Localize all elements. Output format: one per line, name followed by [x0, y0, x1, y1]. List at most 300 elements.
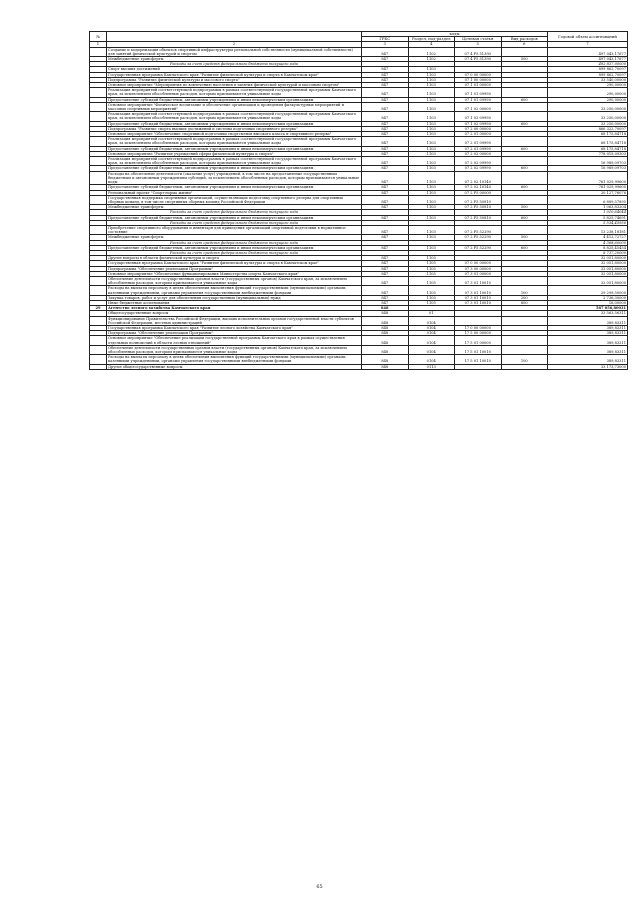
row-grbs: 847 — [362, 126, 409, 131]
row-target-article: 07 1 02 09990 — [455, 112, 502, 121]
row-expense-type: 800 — [501, 300, 548, 305]
row-razdel: 1105 — [408, 266, 455, 271]
table-row — [90, 225, 628, 234]
row-number: 29 — [90, 306, 107, 311]
row-name: Региональный проект "Спорт-норма жизни" — [107, 190, 362, 195]
row-amount: 8 825,45454 — [548, 245, 628, 250]
header-no: № — [90, 32, 107, 42]
header-name — [107, 32, 362, 42]
row-grbs: 847 — [362, 300, 409, 305]
row-name: Обеспечение деятельности государственных органов власти (государственных органов) Камчатского края, за исключением обособленных расходов, которым присваиваются уникальные коды — [107, 276, 362, 285]
row-target-article: 07 2 02 10140 — [455, 185, 502, 190]
row-grbs: 847 — [362, 235, 409, 240]
table-row — [90, 195, 628, 204]
row-target-article: 07 1 02 00000 — [455, 102, 502, 111]
row-grbs: 847 — [362, 195, 409, 204]
row-amount: 497 043,17677 — [548, 57, 628, 62]
row-amount: 4 412,72727 — [548, 235, 628, 240]
row-name: Другие вопросы в области физической культуры и спорта — [107, 256, 362, 261]
row-target-article: 07 2 00 00000 — [455, 126, 502, 131]
table-row — [90, 88, 628, 97]
row-grbs: 847 — [362, 72, 409, 77]
row-grbs: 847 — [362, 245, 409, 250]
row-expense-type — [501, 316, 548, 325]
row-target-article: 07 3 01 10010 — [455, 286, 502, 295]
row-expense-type — [501, 336, 548, 345]
row-name: Реализация мероприятий соответствующей подпрограммы в рамках соответствующей государственной программы Камчатского края, за исключением обособленных расходов, которым присваиваются уникальные коды — [107, 88, 362, 97]
header-sum: Годовой объем ассигнований — [548, 32, 628, 42]
table-row — [90, 171, 628, 185]
row-grbs: 848 — [362, 355, 409, 364]
row-name: Государственная программа Камчатского края "Развитие лесного хозяйства Камчатского края" — [107, 325, 362, 330]
row-number — [90, 88, 107, 97]
header-grbs: ГРБС — [362, 37, 409, 42]
row-grbs: 847 — [362, 276, 409, 285]
row-number — [90, 102, 107, 111]
row-name: Спорт высших достижений — [107, 67, 362, 72]
row-target-article: 07 3 01 10010 — [455, 276, 502, 285]
row-target-article: 07 1 02 09990 — [455, 121, 502, 126]
row-amount: 1 063,83204 — [548, 205, 628, 210]
row-expense-type: 600 — [501, 121, 548, 126]
row-target-article: 07 3 01 10010 — [455, 295, 502, 300]
row-razdel: 1105 — [408, 256, 455, 261]
row-razdel: 01 — [408, 311, 455, 316]
row-target-article: 07 2 P5 52290 — [455, 235, 502, 240]
row-expense-type — [501, 47, 548, 56]
row-razdel: 1103 — [408, 132, 455, 137]
row-expense-type — [501, 195, 548, 204]
row-number — [90, 171, 107, 185]
row-expense-type: 200 — [501, 295, 548, 300]
row-target-article: 07 2 01 00000 — [455, 132, 502, 137]
row-number — [90, 355, 107, 364]
row-grbs: 847 — [362, 205, 409, 210]
row-name: Расходы на обеспечение деятельности (оказание услуг) учреждений, в том числе на предоставление государственным бюджетным и автономным учреждениям субсидий, за исключением обособленных расходов, которым присваиваются уникальные коды — [107, 171, 362, 185]
row-razdel: 1103 — [408, 185, 455, 190]
row-amount: 33 540,00000 — [548, 77, 628, 82]
row-razdel: 1103 — [408, 245, 455, 250]
row-amount: 761 029,99600 — [548, 171, 628, 185]
row-name: Подпрограмма "Обеспечение реализации Программы" — [107, 331, 362, 336]
header-codes: коды — [362, 32, 548, 37]
row-amount: 32 051,80000 — [548, 256, 628, 261]
page-number: 65 — [316, 884, 323, 890]
row-razdel: 1103 — [408, 77, 455, 82]
row-name: Реализация мероприятий соответствующей подпрограммы в рамках соответствующей государственной программы Камчатского края, за исключением обособленных расходов, которым присваиваются уникальные коды — [107, 112, 362, 121]
row-name: Функционирование Правительства Российской Федерации, высших исполнительных органов государственной власти субъектов Российской Федерации, местных администраций — [107, 316, 362, 325]
row-amount: 32 051,80000 — [548, 276, 628, 285]
table-row — [90, 137, 628, 146]
row-target-article: 07 3 01 00000 — [455, 271, 502, 276]
row-razdel: 1103 — [408, 88, 455, 97]
row-grbs: 847 — [362, 146, 409, 151]
row-number — [90, 364, 107, 369]
row-expense-type: 600 — [501, 245, 548, 250]
row-razdel: 0104 — [408, 355, 455, 364]
budget-table — [89, 31, 628, 370]
row-amount: 4 368,60000 — [548, 240, 628, 245]
row-expense-type — [501, 112, 548, 121]
row-grbs: 848 — [362, 336, 409, 345]
row-name: Расходы на выплаты персоналу в целях обеспечения выполнения функций государственными (муниципальными) органами, казенными учреждениями, органами управления государственными внебюджетными фондами — [107, 355, 362, 364]
row-amount: 761 029,99600 — [548, 185, 628, 190]
row-amount: 389,83311 — [548, 331, 628, 336]
row-grbs: 847 — [362, 286, 409, 295]
row-expense-type — [501, 137, 548, 146]
table-row — [90, 345, 628, 354]
row-razdel: 0104 — [408, 345, 455, 354]
row-grbs: 847 — [362, 137, 409, 146]
row-razdel: 1103 — [408, 151, 455, 156]
row-target-article: 17 5 01 00000 — [455, 336, 502, 345]
row-razdel: 1103 — [408, 215, 455, 220]
row-name: Государственная программа Камчатского края "Развитие физической культуры и спорта в Камчатском крае" — [107, 261, 362, 266]
row-amount: 33 250,00000 — [548, 102, 628, 111]
row-grbs: 848 — [362, 345, 409, 354]
row-name: Предоставление субсидий бюджетным, автономным учреждениям и иным некоммерческим организациям — [107, 245, 362, 250]
row-amount: 33 250,00000 — [548, 112, 628, 121]
row-number — [90, 316, 107, 325]
row-name: Подпрограмма "Обеспечение реализации Программы" — [107, 266, 362, 271]
row-target-article: 07 2 01 09990 — [455, 137, 502, 146]
row-number — [90, 195, 107, 204]
row-name: Расходы за счет средств федерального бюджета текущего года — [107, 250, 362, 255]
row-grbs: 848 — [362, 316, 409, 325]
header-num-3: 3 — [362, 42, 409, 47]
row-amount: 20 127,76076 — [548, 190, 628, 195]
row-number — [90, 137, 107, 146]
row-target-article: 07 2 02 00000 — [455, 151, 502, 156]
row-expense-type — [501, 157, 548, 166]
row-expense-type: 500 — [501, 57, 548, 62]
row-expense-type — [501, 171, 548, 185]
table-row — [90, 286, 628, 295]
row-name: Обеспечение деятельности государственных органов власти (государственных органов) Камчатского края, за исключением обособленных расходов, которым присваиваются уникальные коды — [107, 345, 362, 354]
table-row — [90, 157, 628, 166]
header-cs: Целевая статья — [455, 37, 502, 42]
row-amount: 16 989,09703 — [548, 166, 628, 171]
row-razdel: 0104 — [408, 316, 455, 325]
row-razdel: 1103 — [408, 112, 455, 121]
table-row — [90, 364, 628, 369]
row-amount: 68 175,84718 — [548, 146, 628, 151]
row-razdel: 1102 — [408, 47, 455, 56]
table-row — [90, 336, 628, 345]
row-number — [90, 345, 107, 354]
row-number — [90, 336, 107, 345]
row-razdel: 1103 — [408, 126, 455, 131]
row-razdel: 0104 — [408, 325, 455, 330]
row-razdel: 1103 — [408, 195, 455, 204]
row-grbs: 848 — [362, 364, 409, 369]
row-target-article: 07 2 02 09990 — [455, 157, 502, 166]
row-grbs: 848 — [362, 325, 409, 330]
row-razdel: 1103 — [408, 166, 455, 171]
table-row — [90, 47, 628, 56]
row-grbs: 847 — [362, 225, 409, 234]
row-expense-type: 600 — [501, 146, 548, 151]
row-expense-type: 500 — [501, 205, 548, 210]
row-grbs: 847 — [362, 67, 409, 72]
row-grbs: 848 — [362, 311, 409, 316]
row-target-article: 07 2 P5 50810 — [455, 205, 502, 210]
row-razdel: 1103 — [408, 146, 455, 151]
header-razdel: Раздел, под-раздел — [408, 37, 455, 42]
row-expense-type — [501, 364, 548, 369]
row-expense-type — [501, 102, 548, 111]
row-grbs: 847 — [362, 88, 409, 97]
row-grbs: 847 — [362, 97, 409, 102]
row-grbs: 847 — [362, 151, 409, 156]
row-name: Межбюджетные трансферты — [107, 205, 362, 210]
row-target-article: 07 1 01 09990 — [455, 97, 502, 102]
row-amount: 866 322,70097 — [548, 126, 628, 131]
row-grbs: 847 — [362, 261, 409, 266]
row-razdel: 1103 — [408, 67, 455, 72]
row-amount: 6 889,57895 — [548, 195, 628, 204]
row-amount: 1 010,64044 — [548, 210, 628, 215]
row-expense-type: 500 — [501, 235, 548, 240]
row-grbs: 847 — [362, 47, 409, 56]
row-razdel: 1102 — [408, 57, 455, 62]
row-name: Агентство лесного хозяйства Камчатского края — [107, 306, 362, 311]
row-target-article: 07 1 01 00000 — [455, 83, 502, 88]
row-amount: 68 175,84718 — [548, 137, 628, 146]
row-grbs: 847 — [362, 185, 409, 190]
table-row — [90, 102, 628, 111]
row-amount: 29 299,50000 — [548, 286, 628, 295]
row-target-article: 07 2 02 09990 — [455, 166, 502, 171]
row-grbs: 847 — [362, 157, 409, 166]
row-target-article: 07 2 P5 00000 — [455, 190, 502, 195]
header-num-7: 7 — [548, 42, 628, 47]
row-expense-type: 600 — [501, 215, 548, 220]
row-target-article — [455, 364, 502, 369]
row-name: Приобретение спортивного оборудования и инвентаря для приведения организаций спортивной подготовки в нормативное состояние — [107, 225, 362, 234]
row-amount: 33 563,56311 — [548, 311, 628, 316]
row-amount: 290,00000 — [548, 97, 628, 102]
row-name: Основное мероприятие "Физическое воспитание и обеспечение организации и проведения физкультурных мероприятий и массовых спортивных мероприятий" — [107, 102, 362, 111]
table-row — [90, 276, 628, 285]
row-expense-type — [501, 225, 548, 234]
row-grbs: 848 — [362, 306, 409, 311]
row-name: Иные бюджетные ассигнования — [107, 300, 362, 305]
row-amount: 16 989,09703 — [548, 157, 628, 166]
row-grbs: 847 — [362, 266, 409, 271]
row-name: Расходы на выплаты персоналу в целях обеспечения выполнения функций государственными (муниципальными) органами, казенными учреждениями, органами управления государственными внебюджетными фондами — [107, 286, 362, 295]
row-name: Другие общегосударственные вопросы — [107, 364, 362, 369]
row-name: Межбюджетные трансферты — [107, 235, 362, 240]
header-vr: Вид расходов — [501, 37, 548, 42]
row-expense-type: 100 — [501, 355, 548, 364]
row-target-article: 07 3 01 10010 — [455, 300, 502, 305]
row-razdel: 1105 — [408, 295, 455, 300]
row-number — [90, 286, 107, 295]
row-razdel: 1105 — [408, 300, 455, 305]
row-expense-type: 100 — [501, 286, 548, 295]
row-name: Создание и модернизация объектов спортивной инфраструктуры региональной собственности (муниципальной собственности) для занятий физической культурой и спортом — [107, 47, 362, 56]
row-name: Подпрограмма "Развитие физической культуры и массового спорта" — [107, 77, 362, 82]
row-amount: 5 825,74691 — [548, 215, 628, 220]
row-amount: 389,83311 — [548, 355, 628, 364]
row-amount: 33 250,00000 — [548, 121, 628, 126]
row-razdel: 1103 — [408, 157, 455, 166]
header-num-5: 5 — [455, 42, 502, 47]
row-grbs: 847 — [362, 112, 409, 121]
row-name: Предоставление субсидий бюджетным, автономным учреждениям и иным некоммерческим организациям — [107, 185, 362, 190]
row-amount: 899 862,70097 — [548, 67, 628, 72]
row-target-article: 07 4 P5 51390 — [455, 57, 502, 62]
row-target-article: 07 2 P5 52290 — [455, 245, 502, 250]
row-name: Реализация мероприятий соответствующей подпрограммы в рамках соответствующей государственной программы Камчатского края, за исключением обособленных расходов, которым присваиваются уникальные коды — [107, 137, 362, 146]
row-grbs: 847 — [362, 166, 409, 171]
row-grbs: 847 — [362, 102, 409, 111]
row-number — [90, 47, 107, 56]
row-amount: 497 043,17677 — [548, 47, 628, 56]
row-grbs: 847 — [362, 190, 409, 195]
row-amount: 5 534,45956 — [548, 220, 628, 225]
row-name: Межбюджетные трансферты — [107, 57, 362, 62]
row-target-article: 07 2 02 10140 — [455, 171, 502, 185]
row-amount: 2 736,30000 — [548, 295, 628, 300]
row-target-article — [455, 316, 502, 325]
row-target-article: 07 2 P5 50810 — [455, 195, 502, 204]
row-expense-type: 600 — [501, 166, 548, 171]
row-razdel: 1105 — [408, 276, 455, 285]
table-row — [90, 316, 628, 325]
row-number — [90, 225, 107, 234]
header-num-6: 6 — [501, 42, 548, 47]
row-name: Предоставление субсидий бюджетным, автономным учреждениям и иным некоммерческим организациям — [107, 121, 362, 126]
row-name: Общегосударственные вопросы — [107, 311, 362, 316]
row-name: Расходы за счет средств федерального бюджета текущего года — [107, 240, 362, 245]
row-razdel: 0104 — [408, 336, 455, 345]
row-target-article: 07 0 00 00000 — [455, 72, 502, 77]
row-expense-type — [501, 345, 548, 354]
table-row — [90, 112, 628, 121]
row-razdel: 1103 — [408, 225, 455, 234]
row-razdel: 0104 — [408, 331, 455, 336]
header-num-2: 2 — [107, 42, 362, 47]
row-amount: 32 051,80000 — [548, 261, 628, 266]
row-amount: 13 238,18181 — [548, 225, 628, 234]
row-name: Предоставление субсидий бюджетным, автономным учреждениям и иным некоммерческим организациям — [107, 97, 362, 102]
row-grbs: 847 — [362, 132, 409, 137]
row-razdel: 1105 — [408, 261, 455, 266]
row-grbs: 847 — [362, 295, 409, 300]
row-grbs: 847 — [362, 171, 409, 185]
row-amount: 899 862,70097 — [548, 72, 628, 77]
row-expense-type: 600 — [501, 185, 548, 190]
row-name: Подпрограмма "Развитие спорта высших достижений и системы подготовки спортивного резерва" — [107, 126, 362, 131]
row-number — [90, 157, 107, 166]
row-grbs: 847 — [362, 215, 409, 220]
row-razdel: 1103 — [408, 121, 455, 126]
row-target-article: 07 1 01 09990 — [455, 88, 502, 97]
row-grbs: 847 — [362, 121, 409, 126]
header-num-1: 1 — [90, 42, 107, 47]
row-name: Предоставление субсидий бюджетным, автономным учреждениям и иным некоммерческим организациям — [107, 215, 362, 220]
table-body — [90, 47, 628, 369]
row-number — [90, 112, 107, 121]
row-target-article: 07 1 00 00000 — [455, 77, 502, 82]
row-razdel: 1103 — [408, 190, 455, 195]
row-amount: 587 056,80031 — [548, 306, 628, 311]
row-grbs: 847 — [362, 83, 409, 88]
row-grbs: 848 — [362, 331, 409, 336]
row-target-article: 17 5 00 00000 — [455, 331, 502, 336]
row-amount: 32 051,80000 — [548, 266, 628, 271]
row-target-article: 17 5 01 10010 — [455, 355, 502, 364]
row-target-article: 07 3 00 00000 — [455, 266, 502, 271]
row-target-article: 07 2 P5 52290 — [455, 225, 502, 234]
row-grbs: 847 — [362, 57, 409, 62]
row-amount: 389,83311 — [548, 325, 628, 330]
row-target-article: 07 2 P5 50810 — [455, 215, 502, 220]
row-razdel: 1103 — [408, 137, 455, 146]
row-name: Предоставление субсидий бюджетным, автономным учреждениям и иным некоммерческим организациям — [107, 166, 362, 171]
row-amount: 33 173,73000 — [548, 364, 628, 369]
row-name: Предоставление субсидий бюджетным, автономным учреждениям и иным некоммерческим организациям — [107, 146, 362, 151]
row-amount: 389,83311 — [548, 336, 628, 345]
row-expense-type — [501, 88, 548, 97]
row-amount: 778 019,09303 — [548, 151, 628, 156]
row-amount: 16,00000 — [548, 300, 628, 305]
row-number — [90, 276, 107, 285]
row-amount: 290,00000 — [548, 83, 628, 88]
row-razdel: 1105 — [408, 271, 455, 276]
row-razdel: 1103 — [408, 97, 455, 102]
header-num-4: 4 — [408, 42, 455, 47]
row-amount: 290,00000 — [548, 88, 628, 97]
row-target-article: 17 5 01 10010 — [455, 345, 502, 354]
row-expense-type — [501, 276, 548, 285]
row-amount: 492 837,00000 — [548, 62, 628, 67]
row-name: Основное мероприятие "Мероприятия по вовлечению населения в занятия физической культурой и массовым спортом" — [107, 83, 362, 88]
row-name: Реализация мероприятий соответствующей подпрограммы в рамках соответствующей государственной программы Камчатского края, за исключением обособленных расходов, которым присваиваются уникальные коды — [107, 157, 362, 166]
row-razdel: 1103 — [408, 171, 455, 185]
row-name: Расходы за счет средств федерального бюджета текущего года — [107, 62, 362, 67]
table-row — [90, 355, 628, 364]
row-name: Закупка товаров, работ и услуг для обеспечения государственных (муниципальных) нужд — [107, 295, 362, 300]
row-razdel: 1103 — [408, 83, 455, 88]
row-target-article: 07 2 01 09990 — [455, 146, 502, 151]
row-grbs: 847 — [362, 77, 409, 82]
row-target-article: 07 0 00 00000 — [455, 261, 502, 266]
row-target-article: 07 4 P5 51390 — [455, 47, 502, 56]
row-amount: 389,83311 — [548, 345, 628, 354]
row-razdel: 1103 — [408, 205, 455, 210]
row-razdel: 1103 — [408, 102, 455, 111]
row-amount: 32 051,80000 — [548, 271, 628, 276]
row-grbs: 847 — [362, 256, 409, 261]
row-target-article: 17 0 00 00000 — [455, 325, 502, 330]
row-amount: 8 737,20000 — [548, 250, 628, 255]
row-name: Государственная поддержка спортивных организаций, осуществляющих подготовку спортивного резерва для спортивных сборных команд, в том числе спортивных сборных команд Российской Федерации — [107, 195, 362, 204]
row-expense-type: 600 — [501, 97, 548, 102]
row-razdel: 0113 — [408, 364, 455, 369]
row-name: Основное мероприятие "Обеспечение спортивной подготовки спортсменов высокого класса и спортивного резерва" — [107, 132, 362, 137]
row-name: Основное мероприятие "Обеспечение реализации государственной программы Камчатского края в рамках осуществления отдельных полномочий в области лесных отношений" — [107, 336, 362, 345]
row-name: Государственная программа Камчатского края "Развитие физической культуры и спорта в Камчатском крае" — [107, 72, 362, 77]
row-razdel: 1103 — [408, 235, 455, 240]
row-name: Расходы за счет средств федерального бюджета текущего года — [107, 220, 362, 225]
row-amount: 389,83311 — [548, 316, 628, 325]
row-name: Расходы за счет средств федерального бюджета текущего года — [107, 210, 362, 215]
row-grbs: 847 — [362, 271, 409, 276]
row-amount: 68 175,84718 — [548, 132, 628, 137]
